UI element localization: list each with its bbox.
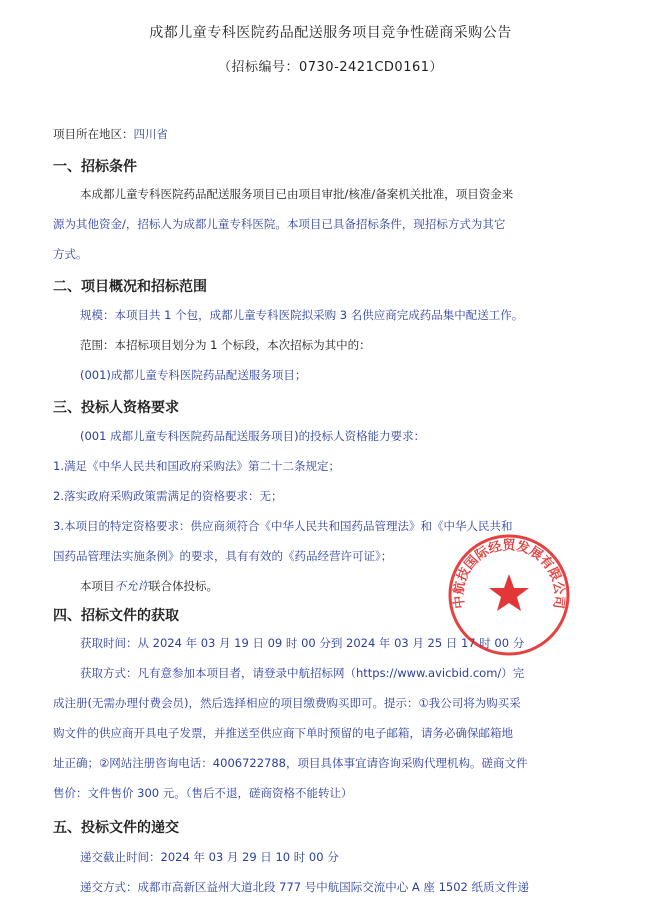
s4-acquire-time: 获取时间：从 2024 年 03 月 19 日 09 时 00 分到 2024 年 03 月 25 日 17 时 00 分 xyxy=(80,636,525,650)
s2-scale: 规模：本项目共 1 个包，成都儿童专科医院拟采购 3 名供应商完成药品集中配送工作。 xyxy=(80,308,524,322)
s4-method-line-2: 成注册(无需办理付费会员)，然后选择相应的项目缴费购买即可。提示：①我公司将为购买采 xyxy=(53,696,521,710)
tender-code: （招标编号：0730-2421CD0161） xyxy=(217,60,444,75)
consortium-value: 不允许 xyxy=(114,579,149,593)
s4-method-line-4: 址正确；②网站注册咨询电话：4006722788，项目具体事宜请咨询采购代理机构。磋商文件 xyxy=(53,756,528,770)
section-4-heading: 四、招标文件的获取 xyxy=(53,608,179,624)
s3-requirement-1: 1.满足《中华人民共和国政府采购法》第二十二条规定； xyxy=(53,459,340,473)
s3-consortium xyxy=(80,578,218,594)
s2-scope: 范围：本招标项目划分为 1 个标段，本次招标为其中的： xyxy=(80,338,371,352)
s4-method-line-1: 获取方式：凡有意参加本项目者，请登录中航招标网（https://www.avicbid.com/）完 xyxy=(80,666,525,680)
s1-tender-method: 其它 xyxy=(482,217,506,231)
s3-requirement-3-line-2: 国药品管理法实施条例》的要求，具有有效的《药品经营许可证》； xyxy=(53,549,393,563)
s4-method-line-3: 购文件的供应商开具电子发票，并推送至供应商下单时预留的电子邮箱，请务必确保邮箱地 xyxy=(53,726,513,740)
s1-p2-text: 源为其他资金/，招标人为成都儿童专科医院。本项目已具备招标条件，现招标方式为 xyxy=(53,217,483,231)
section-2-heading: 二、项目概况和招标范围 xyxy=(53,279,207,295)
s1-paragraph-line-1: 本成都儿童专科医院药品配送服务项目已由项目审批/核准/备案机关批准，项目资金来 xyxy=(80,187,514,201)
seal-lettering: 中航技国际经贸发展有限公司 xyxy=(451,538,567,610)
s1-paragraph-line-2 xyxy=(53,216,505,232)
consortium-suffix: 联合体投标。 xyxy=(149,579,218,593)
s1-paragraph-line-3: 方式。 xyxy=(53,247,88,261)
s2-item: (001)成都儿童专科医院药品配送服务项目； xyxy=(80,368,307,382)
region-label: 项目所在地区： xyxy=(53,127,134,141)
region-line xyxy=(53,126,168,142)
s5-deadline: 递交截止时间：2024 年 03 月 29 日 10 时 00 分 xyxy=(80,850,339,864)
s3-requirement-2: 2.落实政府采购政策需满足的资格要求：无； xyxy=(53,489,283,503)
s3-intro: (001 成都儿童专科医院药品配送服务项目)的投标人资格能力要求： xyxy=(80,429,426,443)
s4-method-line-5: 售价：文件售价 300 元。（售后不退，磋商资格不能转让） xyxy=(53,786,353,800)
section-1-heading: 一、招标条件 xyxy=(53,159,137,175)
seal-star-icon xyxy=(489,574,529,611)
consortium-prefix: 本项目 xyxy=(80,579,115,593)
s3-requirement-3-line-1: 3.本项目的特定资格要求：供应商须符合《中华人民共和国药品管理法》和《中华人民共和 xyxy=(53,519,513,533)
section-3-heading: 三、投标人资格要求 xyxy=(53,400,179,416)
region-value: 四川省 xyxy=(133,127,168,141)
s5-method: 递交方式：成都市高新区益州大道北段 777 号中航国际交流中心 A 座 1502 纸质文件递 xyxy=(80,880,530,894)
section-5-heading: 五、投标文件的递交 xyxy=(53,820,179,836)
document-title: 成都儿童专科医院药品配送服务项目竞争性磋商采购公告 xyxy=(149,25,512,41)
